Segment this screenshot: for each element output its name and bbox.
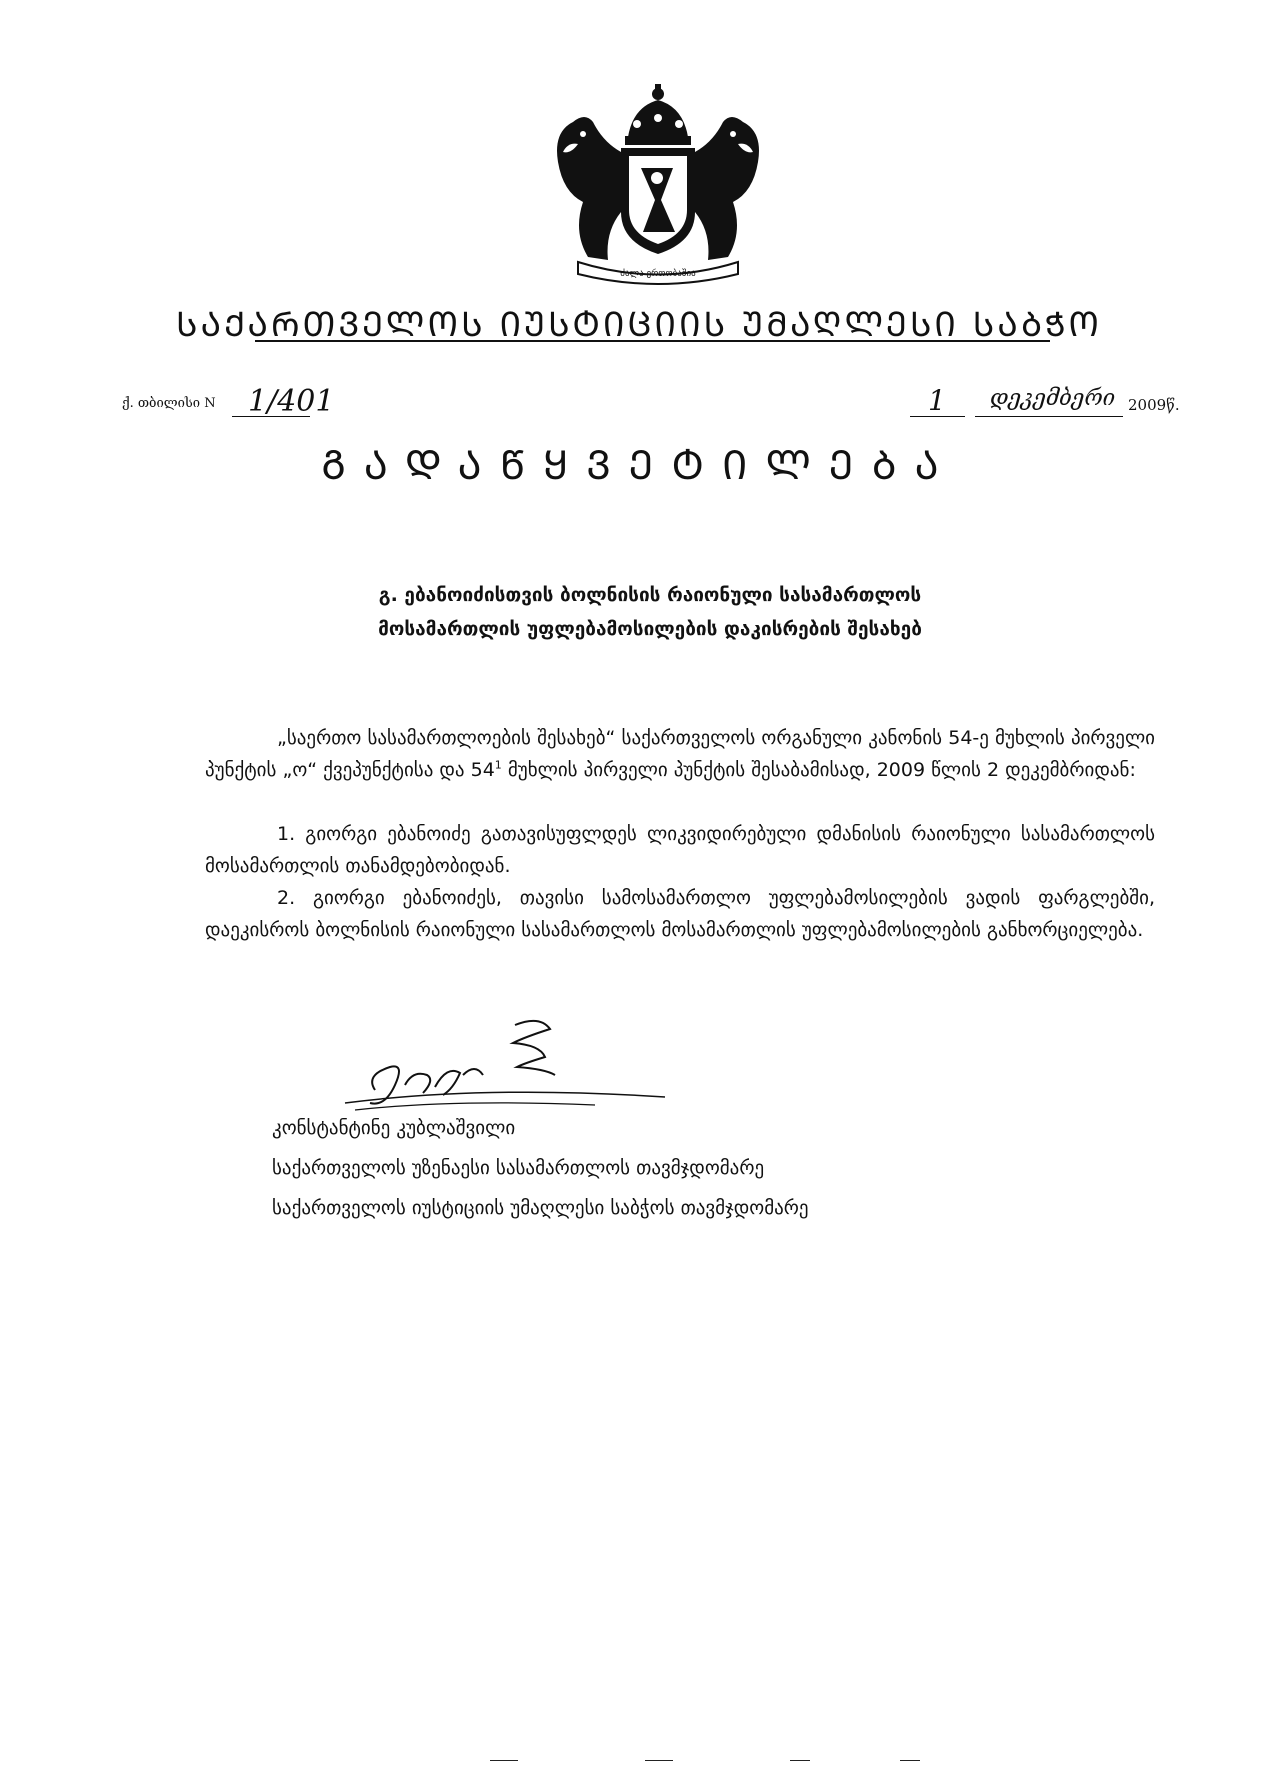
date-month: დეკემბერი [990, 386, 1116, 411]
date-day: 1 [928, 384, 946, 417]
footer-mark [790, 1760, 810, 1761]
shield-icon [621, 148, 695, 254]
subject-line: გ. ებანოიძისთვის ბოლნისის რაიონული სასამართლოს [378, 584, 922, 606]
heading-underline [255, 340, 1050, 342]
decision-item-1: 1. გიორგი ებანოიძე გათავისუფლდეს ლიკვიდირებული დმანისის რაიონული სასამართლოს მოსამართლის თანამდებობიდან. [205, 823, 1155, 877]
decision-item-2: 2. გიორგი ებანოიძეს, თავისი სამოსამართლო უფლებამოსილების ვადის ფარგლებში, დაეკისროს ბოლნისის რაიონული სასამართლოს მოსამართლის უფლებამოსილების განხორციელება. [205, 887, 1155, 941]
footer-mark [490, 1760, 518, 1761]
document-number-line [232, 416, 310, 417]
document-number-label: ქ. თბილისი N [122, 396, 216, 411]
coat-of-arms-emblem [533, 82, 783, 292]
article-superscript: 1 [494, 758, 502, 772]
footer-mark [645, 1760, 673, 1761]
document-number: 1/401 [248, 384, 335, 419]
footer-mark [900, 1760, 920, 1761]
signatory-name: კონსტანტინე კუბლაშვილი [272, 1117, 516, 1139]
lion-left-icon [557, 117, 621, 260]
lion-right-icon [695, 117, 759, 260]
date-day-line [910, 416, 965, 417]
council-name-heading: ᲡᲐᲥᲐᲠᲗᲕᲔᲚᲝᲡ ᲘᲣᲡᲢᲘᲪᲘᲘᲡ ᲣᲛᲐᲦᲚᲔᲡᲘ ᲡᲐᲑᲭᲝ [176, 305, 1102, 345]
document-type-title: ᲒᲐᲓᲐᲬᲧᲕᲔᲢᲘᲚᲔᲑᲐ [321, 443, 957, 489]
signatory-title: საქართველოს იუსტიციის უმაღლესი საბჭოს თავმჯდომარე [272, 1197, 809, 1219]
preamble-text: „საერთო სასამართლოების შესახებ“ საქართველოს ორგანული კანონის 54-ე მუხლის პირველი პუნქტის „ო“ ქვეპუნქტისა და 54 [205, 727, 1155, 781]
motto-ribbon-icon [578, 262, 738, 284]
date-month-line [975, 416, 1123, 417]
preamble-paragraph [205, 722, 1155, 786]
subject-line: მოსამართლის უფლებამოსილების დაკისრების შესახებ [378, 618, 922, 640]
signatory-block [272, 1108, 809, 1228]
signatory-title: საქართველოს უზენაესი სასამართლოს თავმჯდომარე [272, 1157, 765, 1179]
crown-icon [625, 84, 691, 145]
date-year: 2009წ. [1128, 396, 1180, 414]
preamble-text: მუხლის პირველი პუნქტის შესაბამისად, 2009 წლის 2 დეკემბრიდან: [501, 759, 1136, 781]
svg-text:ძალა ერთობაშია: ძალა ერთობაშია [620, 269, 696, 279]
document-subject [300, 578, 1000, 646]
